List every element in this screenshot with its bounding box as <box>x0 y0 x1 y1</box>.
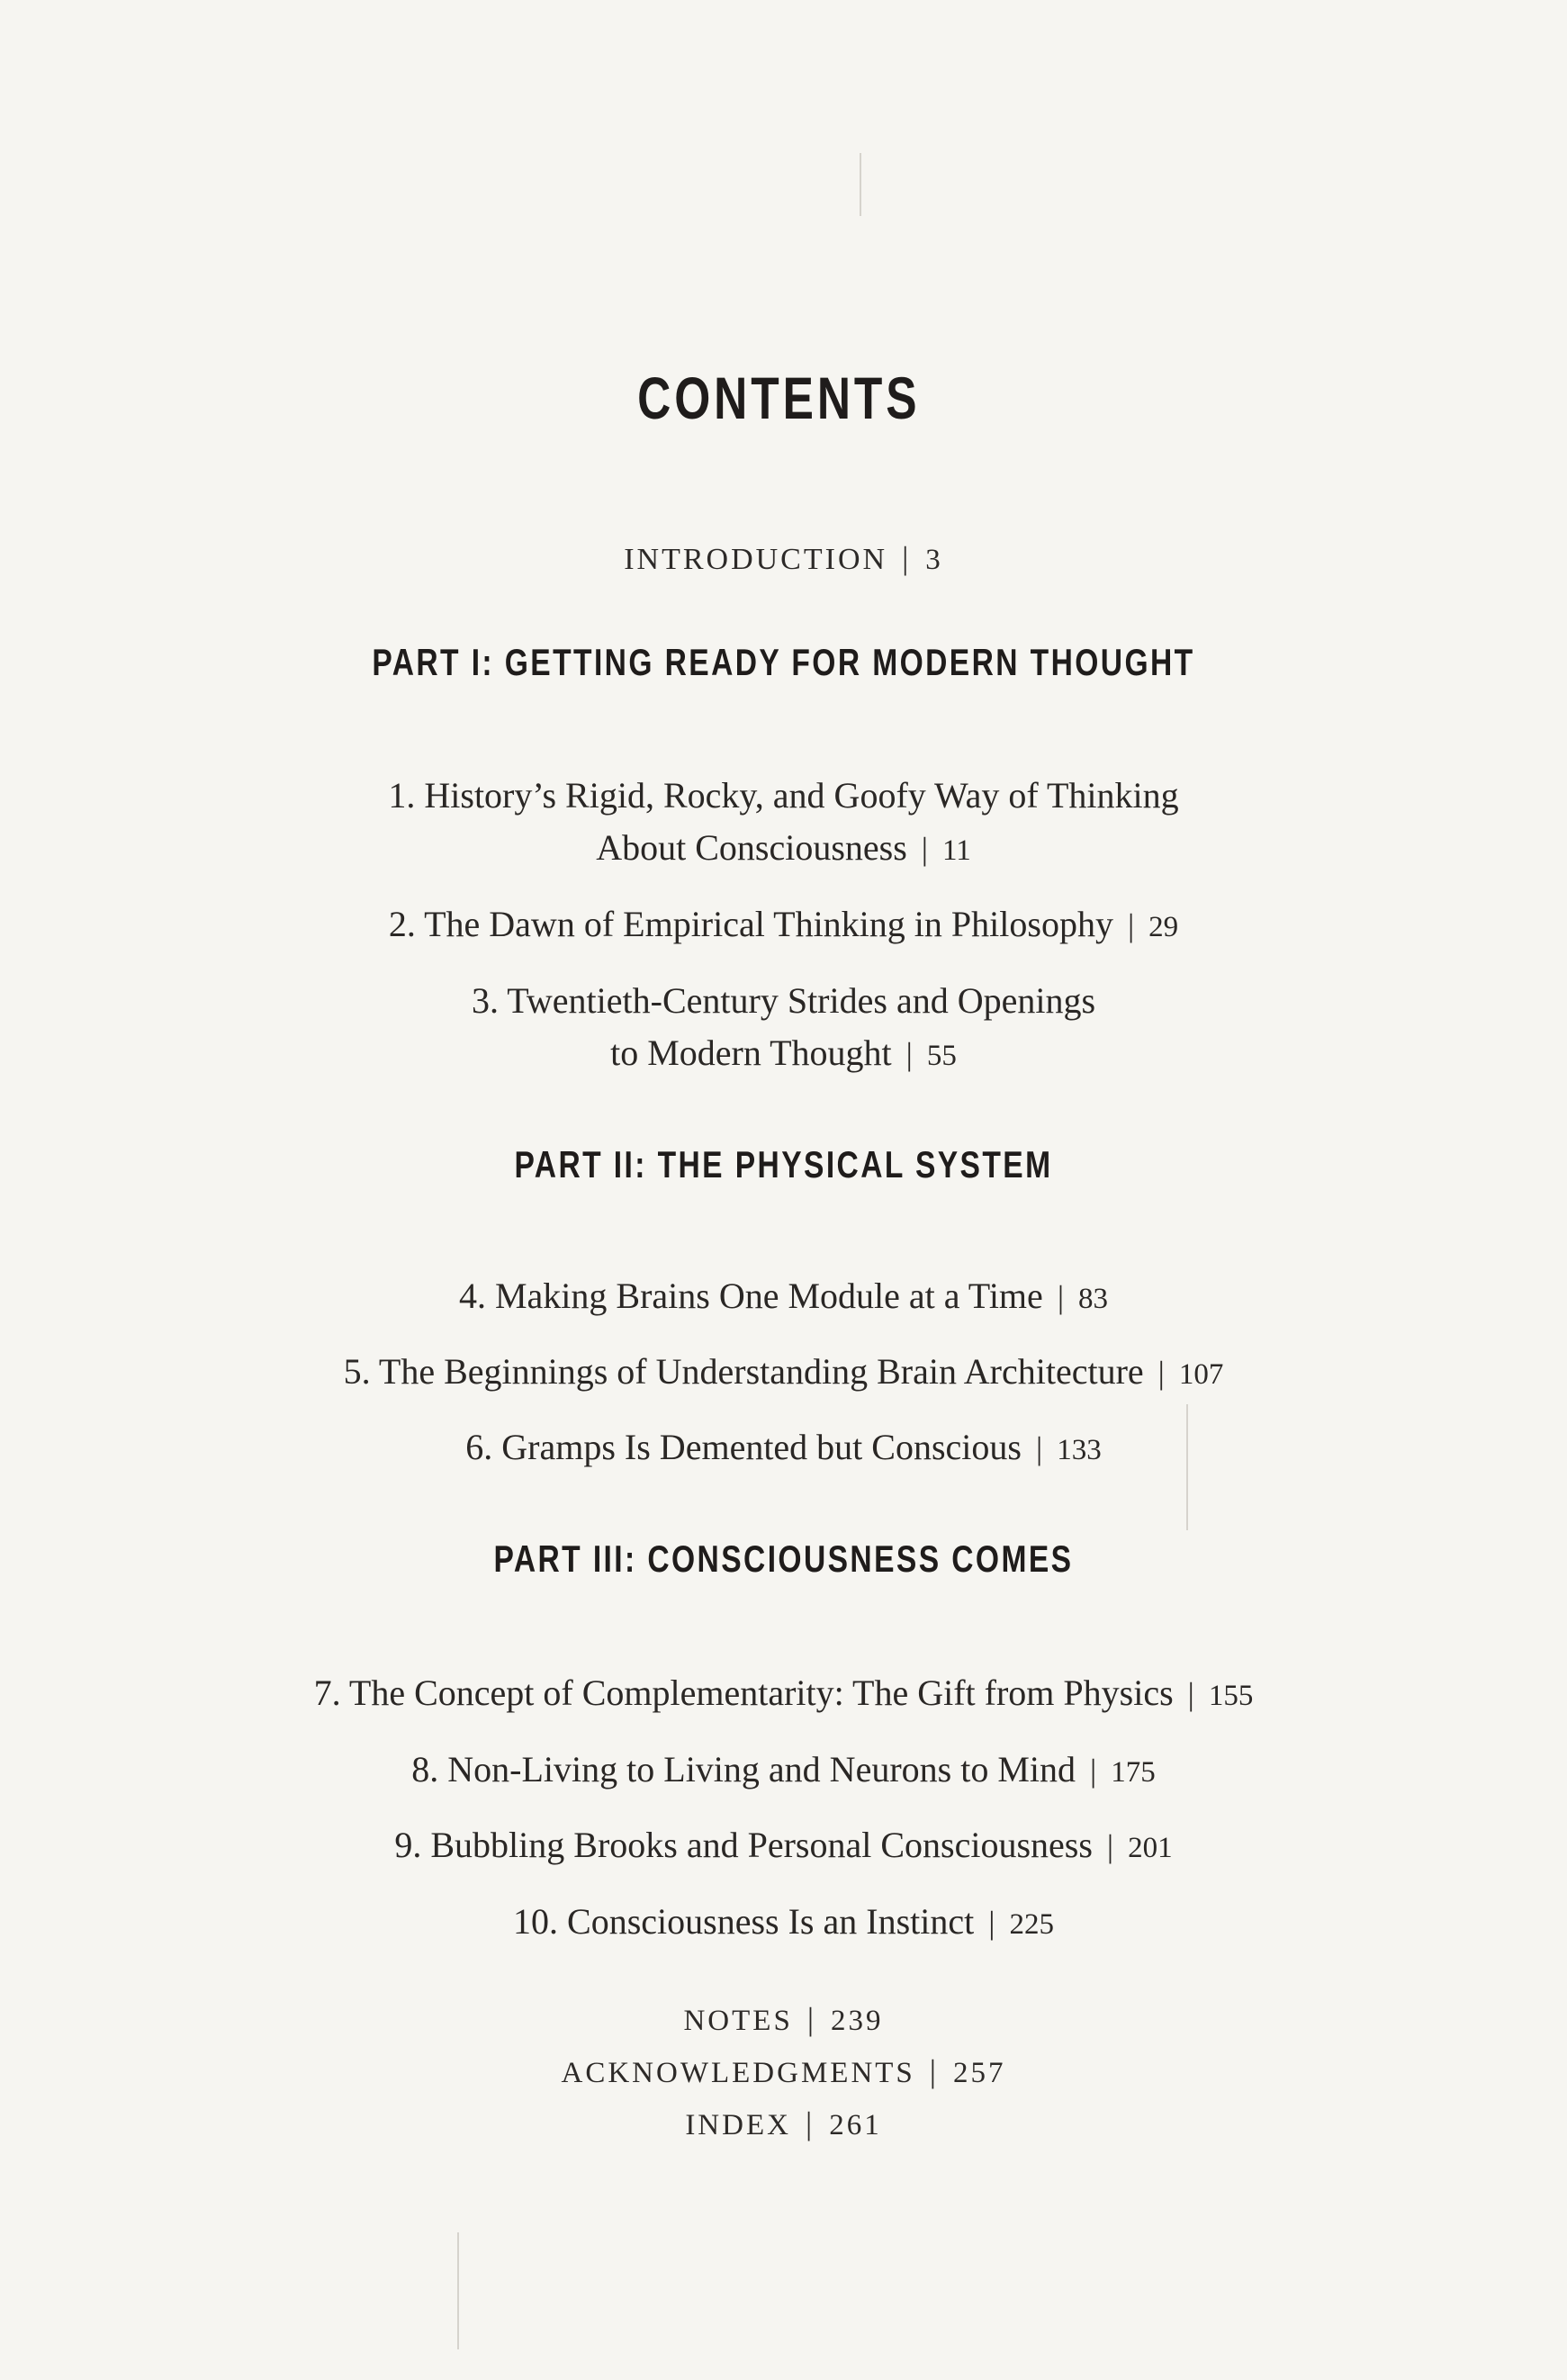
separator: | <box>805 2105 815 2141</box>
chapter-title: 4. Making Brains One Module at a Time <box>458 1276 1043 1316</box>
toc-entry-acknowledgments[interactable] <box>0 2052 1567 2090</box>
toc-entry-chapter-7[interactable] <box>0 1667 1567 1722</box>
chapter-title: 8. Non-Living to Living and Neurons to Mind <box>411 1749 1076 1790</box>
toc-entry-notes[interactable] <box>0 2000 1567 2038</box>
page-number: 239 <box>831 2005 884 2037</box>
toc-entry-chapter-8[interactable] <box>0 1744 1567 1799</box>
separator: | <box>1035 1430 1043 1466</box>
chapter-title: 1. History’s Rigid, Rocky, and Goofy Way of Thinking <box>388 775 1179 816</box>
chapter-title: 3. Twentieth-Century Strides and Openings <box>471 980 1096 1021</box>
separator: | <box>1106 1828 1114 1864</box>
page-number: 3 <box>925 544 943 576</box>
page-number: 133 <box>1057 1434 1102 1466</box>
separator: | <box>1127 907 1135 943</box>
scan-mark <box>457 2232 459 2349</box>
chapter-title: 7. The Concept of Complementarity: The Gift from Physics <box>313 1672 1174 1713</box>
separator: | <box>1157 1355 1165 1391</box>
part-heading: PART III: CONSCIOUSNESS COMES <box>493 1537 1074 1580</box>
separator: | <box>1187 1676 1194 1712</box>
page-number: 155 <box>1208 1680 1254 1712</box>
toc-entry-chapter-4[interactable] <box>0 1270 1567 1325</box>
page-number: 175 <box>1111 1756 1156 1789</box>
toc-entry-introduction[interactable] <box>0 539 1567 577</box>
page-number: 261 <box>829 2109 882 2141</box>
separator: | <box>929 2053 940 2089</box>
toc-entry-chapter-3[interactable] <box>0 975 1567 1082</box>
page-number: 225 <box>1009 1908 1054 1941</box>
part-heading: PART II: THE PHYSICAL SYSTEM <box>514 1143 1053 1185</box>
separator: | <box>921 831 928 867</box>
page-number: 257 <box>953 2057 1006 2089</box>
page-number: 11 <box>942 834 971 867</box>
toc-entry-chapter-10[interactable] <box>0 1896 1567 1951</box>
toc-entry-chapter-6[interactable] <box>0 1421 1567 1476</box>
page-number: 107 <box>1178 1358 1224 1391</box>
page-number: 55 <box>926 1040 957 1072</box>
page-number: 201 <box>1128 1832 1173 1864</box>
separator: | <box>1090 1753 1097 1789</box>
chapter-title: 5. The Beginnings of Understanding Brain Architecture <box>343 1351 1144 1392</box>
toc-entry-index[interactable] <box>0 2105 1567 2142</box>
toc-entry-chapter-1[interactable] <box>0 770 1567 877</box>
chapter-title: 10. Consciousness Is an Instinct <box>513 1901 975 1942</box>
chapter-title-continued: About Consciousness <box>596 827 907 868</box>
part-heading: PART I: GETTING READY FOR MODERN THOUGHT <box>372 641 1195 683</box>
separator: | <box>902 540 912 576</box>
separator: | <box>988 1905 995 1941</box>
chapter-title: 9. Bubbling Brooks and Personal Consciousness <box>394 1825 1093 1865</box>
separator: | <box>806 2001 817 2037</box>
page-title: CONTENTS <box>637 365 921 431</box>
page-number: 83 <box>1078 1283 1109 1315</box>
toc-entry-chapter-2[interactable] <box>0 898 1567 953</box>
scan-mark <box>860 153 861 216</box>
chapter-title: 2. The Dawn of Empirical Thinking in Philosophy <box>388 904 1113 944</box>
chapter-title: 6. Gramps Is Demented but Conscious <box>465 1427 1022 1467</box>
entry-label: ACKNOWLEDGMENTS <box>561 2057 915 2089</box>
page-number: 29 <box>1148 911 1179 943</box>
chapter-title-continued: to Modern Thought <box>610 1032 892 1073</box>
toc-entry-chapter-5[interactable] <box>0 1346 1567 1401</box>
separator: | <box>1057 1279 1065 1315</box>
entry-label: INTRODUCTION <box>624 543 888 576</box>
entry-label: NOTES <box>683 2005 793 2037</box>
entry-label: INDEX <box>685 2109 791 2141</box>
separator: | <box>905 1036 913 1072</box>
toc-entry-chapter-9[interactable] <box>0 1819 1567 1874</box>
